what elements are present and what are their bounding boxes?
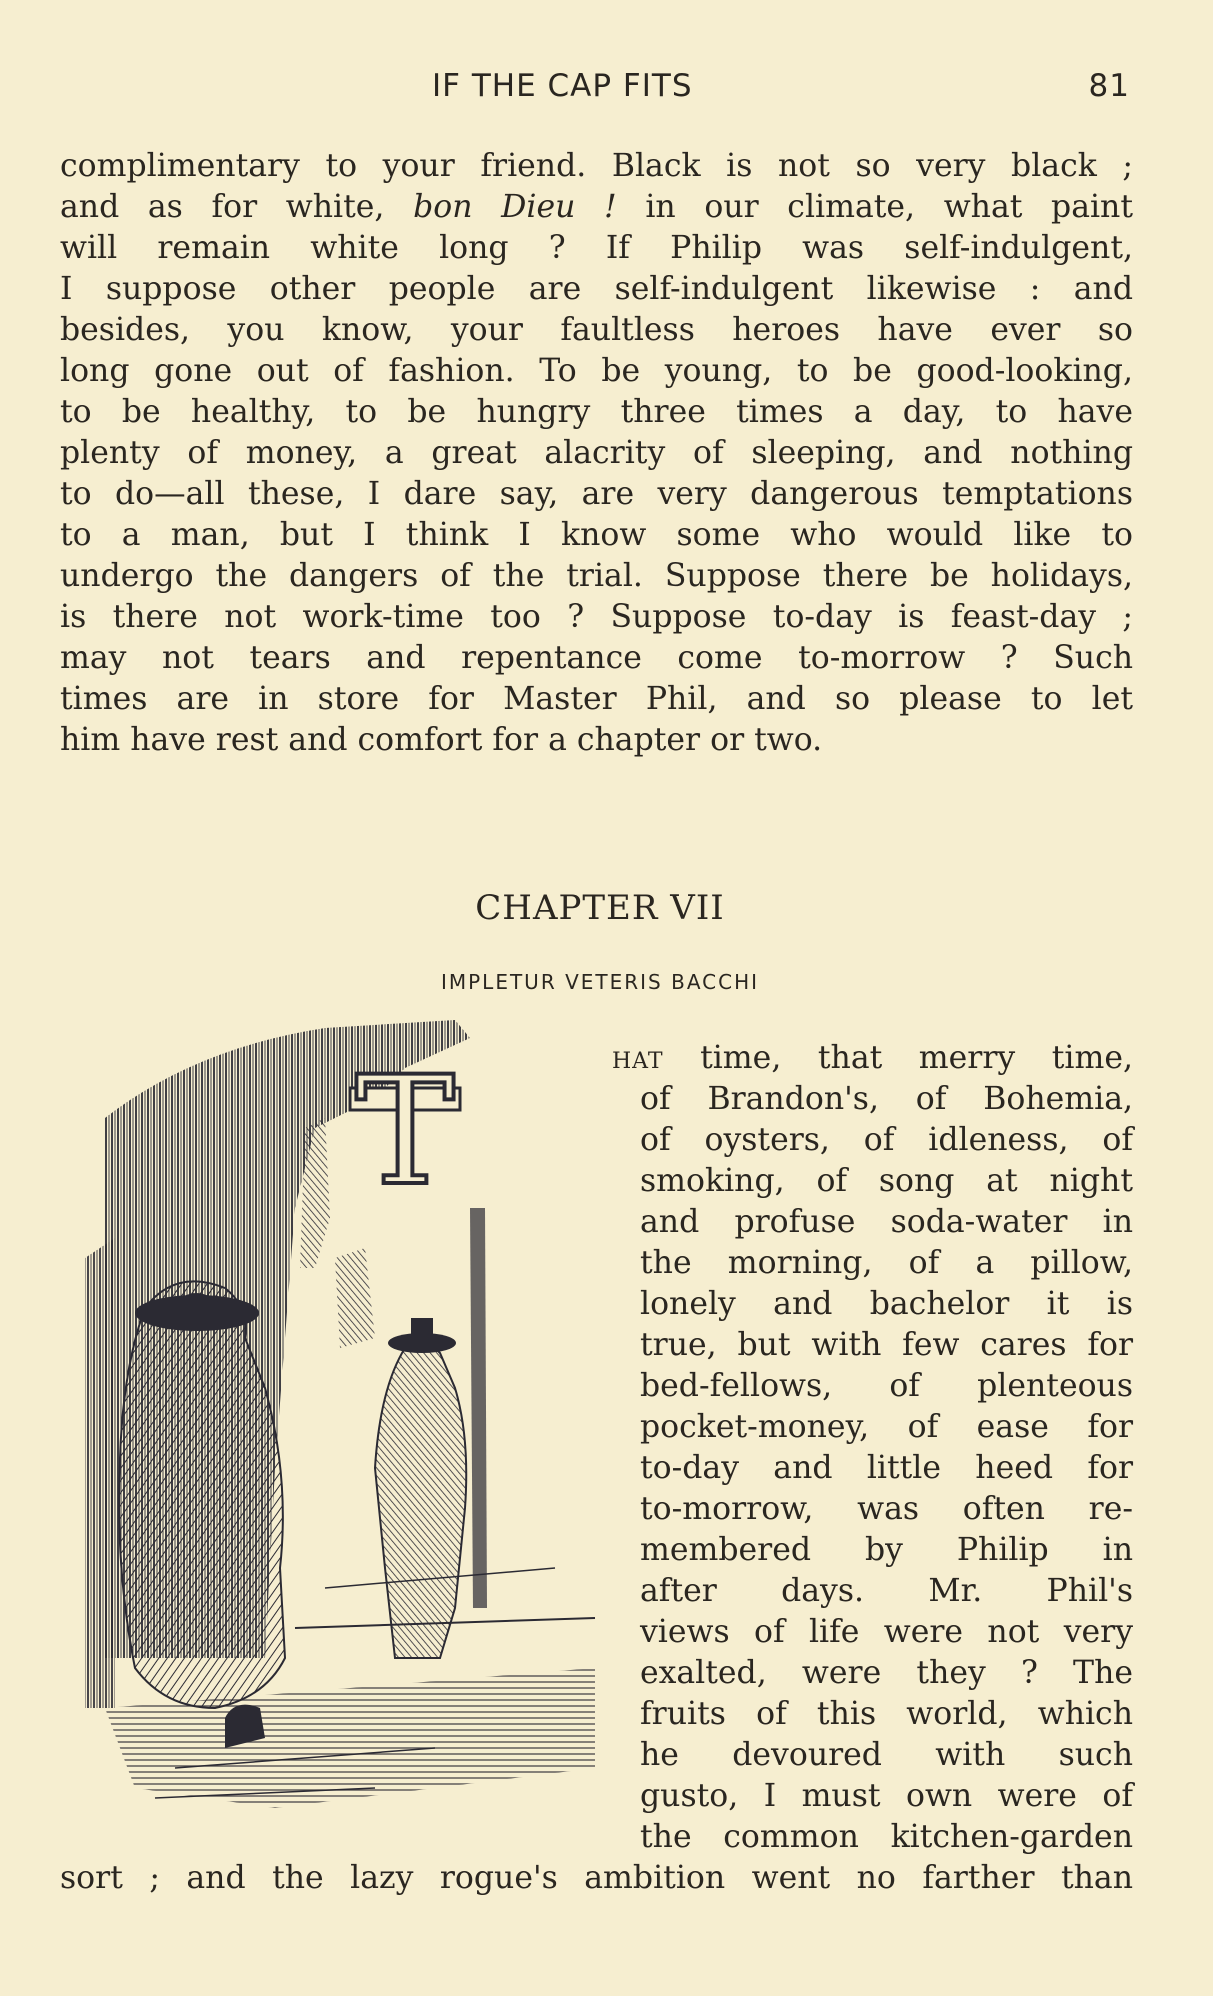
chapter-line: he devoured with such bbox=[640, 1737, 1133, 1773]
distant-building bbox=[335, 1248, 375, 1348]
chapter-line: of Brandon's, of Bohemia, bbox=[640, 1081, 1133, 1117]
paragraph-line: plenty of money, a great alacrity of sleeping, and nothing bbox=[60, 435, 1133, 471]
paragraph-line: I suppose other people are self-indulgent likewise : and bbox=[60, 271, 1133, 307]
chapter-first-line-text: time, that merry time, bbox=[663, 1040, 1133, 1076]
paragraph-line: besides, you know, your faultless heroes have ever so bbox=[60, 312, 1133, 348]
paragraph-line: him have rest and comfort for a chapter or two. bbox=[60, 722, 823, 758]
chapter-line: membered by Philip in bbox=[640, 1532, 1133, 1568]
chapter-line: gusto, I must own were of bbox=[640, 1778, 1133, 1814]
chapter-line: and profuse soda-water in bbox=[640, 1204, 1133, 1240]
paragraph-line: complimentary to your friend. Black is not so very black ; bbox=[60, 148, 1133, 184]
chapter-line: true, but with few cares for bbox=[640, 1327, 1133, 1363]
chapter-title: CHAPTER VII bbox=[475, 888, 725, 928]
doorway-figure bbox=[375, 1344, 466, 1658]
doorway-figure-hat-crown bbox=[411, 1318, 433, 1342]
chapter-line: to-day and little heed for bbox=[640, 1450, 1133, 1486]
drop-cap-letter: T bbox=[354, 1045, 456, 1219]
chapter-line: views of life were not very bbox=[640, 1614, 1133, 1650]
paragraph-line: times are in store for Master Phil, and so please to let bbox=[60, 681, 1133, 717]
chapter-line: fruits of this world, which bbox=[640, 1696, 1133, 1732]
paragraph-line: will remain white long ? If Philip was self-indulgent, bbox=[60, 230, 1133, 266]
chapter-line: bed-fellows, of plenteous bbox=[640, 1368, 1133, 1404]
door-post bbox=[470, 1208, 487, 1608]
chapter-line: the morning, of a pillow, bbox=[640, 1245, 1133, 1281]
paragraph-line: may not tears and repentance come to-morrow ? Such bbox=[60, 640, 1133, 676]
chapter-subtitle: IMPLETUR VETERIS BACCHI bbox=[440, 970, 760, 994]
paragraph-line: long gone out of fashion. To be young, to be good-looking, bbox=[60, 353, 1133, 389]
chapter-line: exalted, were they ? The bbox=[640, 1655, 1133, 1691]
wall-edge bbox=[85, 1238, 115, 1708]
chapter-line: after days. Mr. Phil's bbox=[640, 1573, 1133, 1609]
paragraph-line: undergo the dangers of the trial. Suppose there be holidays, bbox=[60, 558, 1133, 594]
running-head bbox=[60, 68, 1130, 108]
page-number: 81 bbox=[1088, 68, 1130, 104]
paragraph-line bbox=[60, 187, 1133, 227]
paragraph-line: is there not work-time too ? Suppose to-day is feast-day ; bbox=[60, 599, 1133, 635]
paragraph-line-text: and as for white, bon Dieu ! in our climate, what paint bbox=[60, 189, 1133, 225]
paragraph-line: to be healthy, to be hungry three times a day, to have bbox=[60, 394, 1133, 430]
paragraph-line: to do—all these, I dare say, are very dangerous temptations bbox=[60, 476, 1133, 512]
chapter-line: of oysters, of idleness, of bbox=[640, 1122, 1133, 1158]
italic-phrase: bon Dieu ! bbox=[413, 189, 617, 225]
chapter-line: pocket-money, of ease for bbox=[640, 1409, 1133, 1445]
chapter-line: to-morrow, was often re- bbox=[640, 1491, 1133, 1527]
chapter-line: the common kitchen-garden bbox=[640, 1819, 1133, 1855]
chapter-illustration bbox=[75, 1008, 605, 1828]
chapter-line: lonely and bachelor it is bbox=[640, 1286, 1133, 1322]
running-title: IF THE CAP FITS bbox=[432, 68, 693, 104]
chapter-line: smoking, of song at night bbox=[640, 1163, 1133, 1199]
chapter-line-full: sort ; and the lazy rogue's ambition went no farther than bbox=[60, 1860, 1133, 1896]
paragraph-line: to a man, but I think I know some who would like to bbox=[60, 517, 1133, 553]
drop-cap-continuation: HAT bbox=[612, 1049, 664, 1074]
chapter-first-line bbox=[612, 1038, 1133, 1078]
